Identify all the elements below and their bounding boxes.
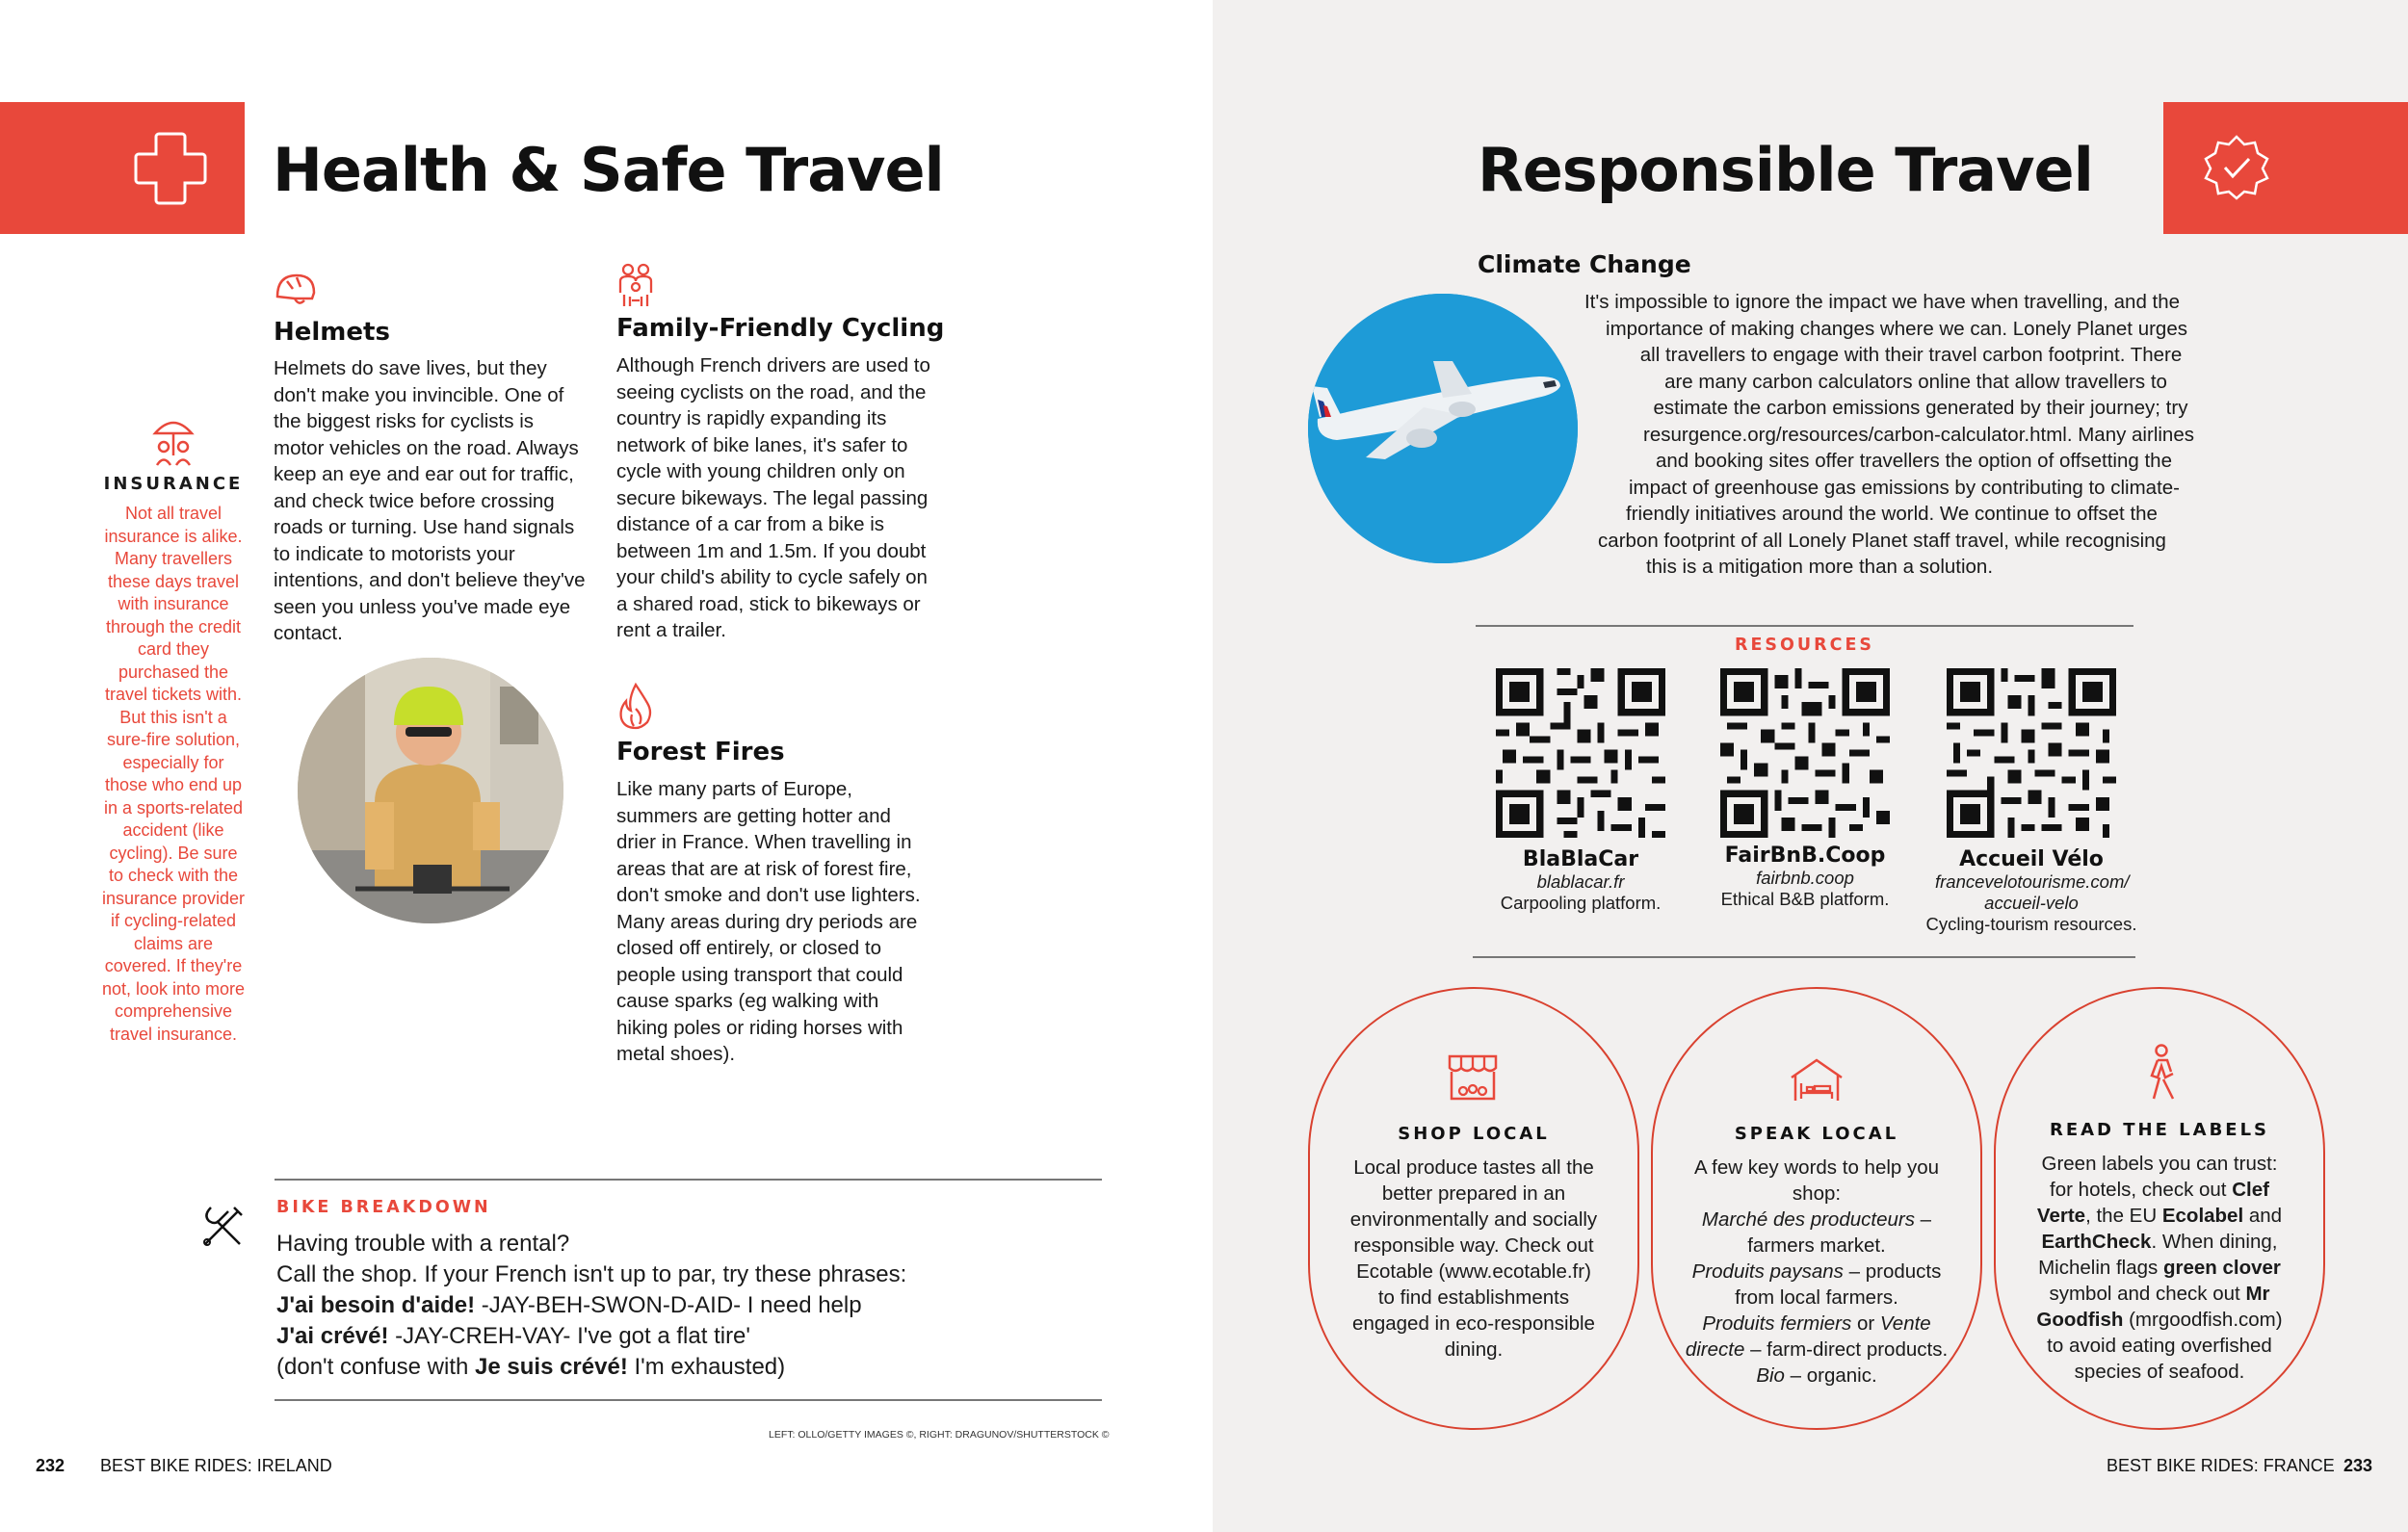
page-number: 232 [36,1456,65,1475]
running-head: BEST BIKE RIDES: FRANCE [2107,1456,2335,1475]
climate-line: this is a mitigation more than a solution. [1645,556,1994,578]
climate-line: resurgence.org/resources/carbon-calculator.html. Many airlines [1643,423,2194,446]
market-stall-icon [1446,1052,1500,1103]
speak-local-heading: SPEAK LOCAL [1734,1124,1899,1144]
resource-link[interactable]: blablacar.fr [1536,871,1625,892]
label-name: Clef Verte [2036,1179,2269,1227]
labels-text: . When dining, Michelin flags [2038,1231,2278,1279]
divider [1476,625,2133,627]
helmet-icon [274,272,318,308]
helmets-text: Helmets do save lives, but they don't make you invincible. One of the biggest risks for cyclists is motor vehicles on the road. Always keep an eye and ear out for traffic, and check twice before crossing roads or turning. Use hand signals to indicate to motorists your intentions, and don't believe they've seen you unless you've made eye contact. [274,357,586,644]
phrase-def: – organic. [1784,1364,1877,1387]
read-labels-heading: READ THE LABELS [2049,1120,2270,1140]
breakdown-line-5 [276,1352,906,1383]
climate-line: friendly initiatives around the world. We continue to offset the [1626,503,2158,525]
climate-line: importance of making changes where we can. Lonely Planet urges [1606,317,2187,340]
labels-text: and [2243,1205,2283,1227]
resource-desc: Carpooling platform. [1500,893,1662,913]
label-name: Mr Goodfish [2036,1283,2270,1331]
divider [275,1399,1102,1401]
resource-link[interactable]: francevelotourisme.com/ accueil-velo [1935,871,2130,913]
read-labels-card [1994,987,2325,1430]
labels-text: Green labels you can trust: for hotels, check out [2041,1153,2278,1201]
labels-text: , the EU [2085,1205,2162,1227]
resource-desc: Ethical B&B platform. [1720,889,1890,909]
qr-code-icon[interactable] [1720,668,1890,838]
plane-photo [1308,294,1578,563]
header-bar [0,102,245,234]
label-name: green clover [2162,1257,2281,1279]
phrase-term: Produits paysans [1691,1260,1844,1283]
label-name: Ecolabel [2161,1205,2244,1227]
phrase-1-french: J'ai besoin d'aide! [276,1292,476,1318]
phrase-def: – farmers market. [1747,1208,1932,1257]
cyclist-photo [298,658,563,923]
speak-local-text [1678,1155,1955,1389]
shop-local-card [1308,987,1639,1430]
divider [1473,956,2135,958]
breakdown-line-3 [276,1290,906,1321]
speak-intro: A few key words to help you shop: [1693,1156,1940,1205]
shop-local-heading: SHOP LOCAL [1398,1124,1550,1144]
flame-icon [616,682,655,730]
fires-heading: Forest Fires [616,738,785,766]
qr-code-icon[interactable] [1496,668,1665,838]
phrase-def: – farm-direct products. [1744,1338,1949,1361]
phrase-term: Marché des producteurs [1701,1208,1915,1231]
breakdown-line-1: Having trouble with a rental? [276,1231,570,1257]
umbrella-icon [152,412,195,468]
climate-heading: Climate Change [1478,250,1691,278]
page-number: 233 [2343,1456,2373,1475]
helmets-heading: Helmets [274,318,390,347]
family-icon [616,262,655,308]
resource-link[interactable]: fairbnb.coop [1756,868,1854,888]
line-5-b: Je suis crévé! [475,1354,628,1380]
breakdown-heading: BIKE BREAKDOWN [276,1198,491,1217]
phrase-term: Produits fermiers [1702,1312,1852,1335]
phrase-2-rest: -JAY-CREH-VAY- I've got a flat tire' [388,1323,750,1349]
climate-line: and booking sites offer travellers the option of offsetting the [1655,450,2172,472]
breakdown-line-4 [276,1321,906,1352]
phrase-2-french: J'ai crévé! [276,1323,389,1349]
phrase-term: Vente directe [1685,1312,1931,1361]
climate-line: impact of greenhouse gas emissions by contributing to climate- [1628,476,2180,499]
phrase-or: or [1851,1312,1880,1335]
resource-accueil-velo [1906,847,2157,935]
speak-local-card [1651,987,1982,1430]
climate-line: all travellers to engage with their travel carbon footprint. There [1639,344,2183,366]
climate-line: It's impossible to ignore the impact we have when travelling, and the [1584,291,2181,313]
read-labels-text [2030,1151,2289,1385]
page-title: Health & Safe Travel [273,135,944,205]
breakdown-text [276,1229,906,1383]
phrase-1-rest: -JAY-BEH-SWON-D-AID- I need help [475,1292,862,1318]
divider [275,1179,1102,1181]
climate-line: carbon footprint of all Lonely Planet staff travel, while recognising [1598,529,2166,552]
breakdown-line-2: Call the shop. If your French isn't up to par, try these phrases: [276,1261,907,1287]
page-title: Responsible Travel [1478,135,2093,205]
phrase-def: – products from local farmers. [1735,1260,1942,1309]
resources-heading: RESOURCES [1735,636,1874,655]
resource-name: Accueil Vélo [1959,847,2104,871]
line-5-c: I'm exhausted) [627,1354,786,1380]
right-page [1213,0,2408,1532]
shop-local-text: Local produce tastes all the better prepared in an environmentally and socially responsible way. Check out Ecotable (www.ecotable.fr) to find establishments engaged in eco-responsible dining. [1349,1156,1598,1361]
photo-credit: LEFT: OLLO/GETTY IMAGES ©, RIGHT: DRAGUNOV/SHUTTERSTOCK © [769,1429,1110,1441]
family-text: Although French drivers are used to seeing cyclists on the road, and the country is rapidly expanding its network of bike lanes, it's safer to cycle with young children only on secure bikeways. The legal passing distance of a car from a bike is between 1m and 1.5m. If you doubt your child's ability to cycle safely on a shared road, stick to bikeways or rent a trailer. [616,354,930,641]
header-bar [2163,102,2408,234]
bed-house-icon [1788,1056,1845,1104]
running-head: BEST BIKE RIDES: IRELAND [100,1456,332,1475]
tools-icon [199,1204,246,1250]
walking-person-icon [2140,1043,2183,1103]
phrase-term: Bio [1756,1364,1785,1387]
family-heading: Family-Friendly Cycling [616,314,945,343]
line-5-a: (don't confuse with [276,1354,476,1380]
resource-name: FairBnB.Coop [1724,844,1886,868]
resource-blablacar [1467,847,1694,914]
fires-text: Like many parts of Europe, summers are getting hotter and drier in France. When travelling in areas that are at risk of forest fire, don't smoke and don't use lighters. Many areas during dry periods are closed off entirely, or closed to people using transport that could cause sparks (eg walking with hiking poles or riding horses with metal shoes). [616,778,921,1065]
cross-icon [133,131,208,206]
climate-line: estimate the carbon emissions generated by their journey; try [1653,397,2188,419]
badge-check-icon [2202,133,2271,202]
resource-name: BlaBlaCar [1522,847,1639,871]
resource-fairbnb [1691,844,1919,910]
labels-text: (mrgoodfish.com) to avoid eating overfished species of seafood. [2047,1309,2283,1383]
climate-text [1540,289,2214,581]
qr-code-icon[interactable] [1947,668,2116,838]
insurance-heading: INSURANCE [103,474,244,494]
resource-desc: Cycling-tourism resources. [1925,914,2137,934]
labels-text: symbol and check out [2049,1283,2246,1305]
insurance-text: Not all travel insurance is alike. Many travellers these days travel with insurance through the credit card they purchased the travel tickets with. But this isn't a sure-fire solution, especially for those who end up in a sports-related accident (like cycling). Be sure to check with the insurance provider if cycling-related claims are covered. If they're not, look into more comprehensive travel insurance. [101,504,246,1044]
label-name: EarthCheck [2041,1231,2152,1253]
climate-line: are many carbon calculators online that allow travellers to [1664,370,2167,393]
